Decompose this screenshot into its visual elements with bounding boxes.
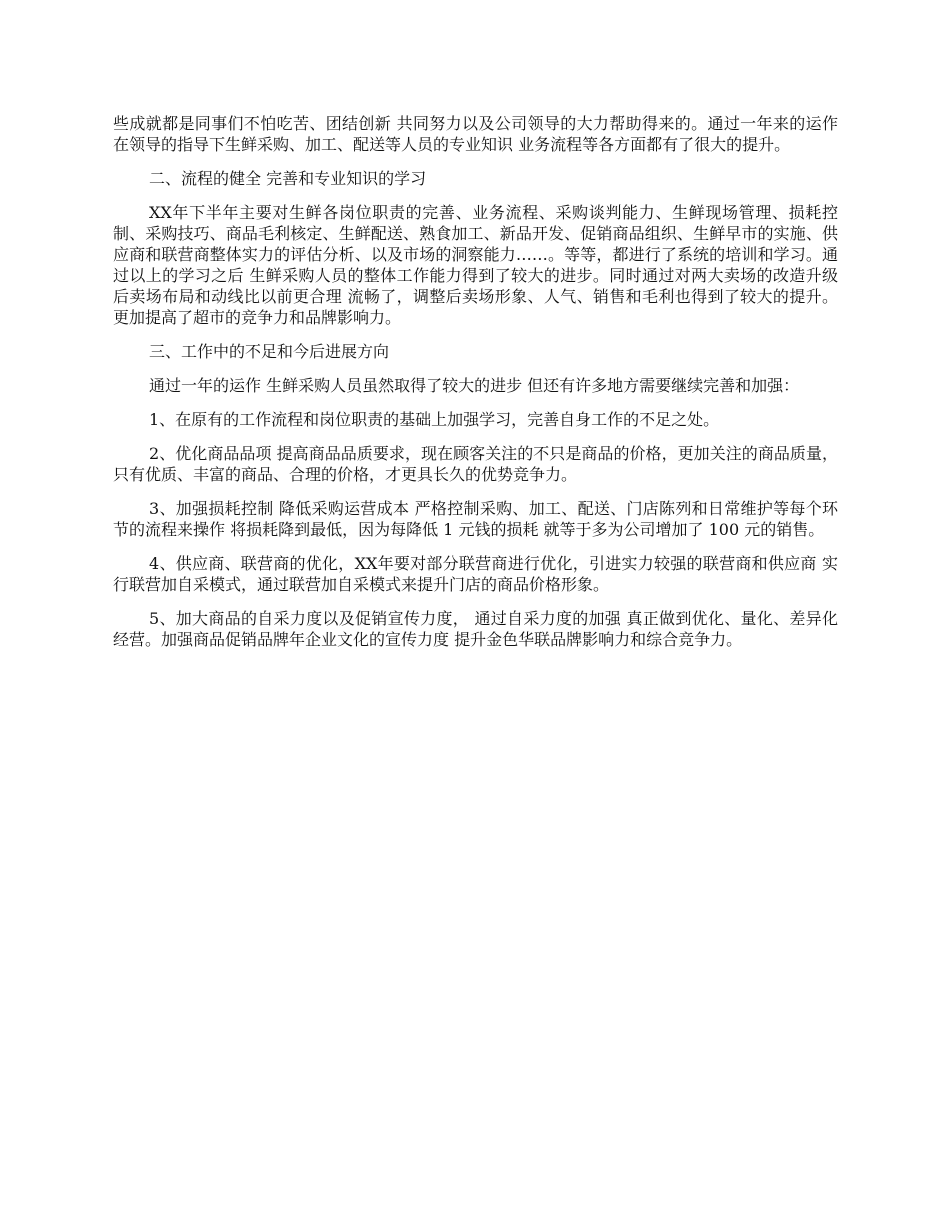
paragraph-training: XX年下半年主要对生鲜各岗位职责的完善、业务流程、采购谈判能力、生鲜现场管理、损耗控制、采购技巧、商品毛利核定、生鲜配送、熟食加工、新品开发、促销商品组织、生鲜早市的实施、供应商和联营商整体实力的评估分析、以及市场的洞察能力……。等等，都进行了系统的培训和学习。通过以上的学习之后 生鲜采购人员的整体工作能力得到了较大的进步。同时通过对两大卖场的改造升级后卖场布局和动线比以前更合理 流畅了，调整后卖场形象、人气、销售和毛利也得到了较大的提升。更加提高了超市的竞争力和品牌影响力。 — [113, 203, 838, 327]
list-item-2: 2、优化商品品项 提高商品品质要求，现在顾客关注的不只是商品的价格，更加关注的商品质量，只有优质、丰富的商品、合理的价格，才更具长久的优势竞争力。 — [113, 444, 838, 484]
paragraph-continuation: 些成就都是同事们不怕吃苦、团结创新 共同努力以及公司领导的大力帮助得来的。通过一年来的运作在领导的指导下生鲜采购、加工、配送等人员的专业知识 业务流程等各方面都有了很大的提升。 — [113, 114, 838, 154]
section-heading-3: 三、工作中的不足和今后进展方向 — [149, 342, 390, 361]
list-item-3: 3、加强损耗控制 降低采购运营成本 严格控制采购、加工、配送、门店陈列和日常维护等每个环节的流程来操作 将损耗降到最低，因为每降低 1 元钱的损耗 就等于多为公司增加了 100 元的销售。 — [113, 499, 838, 539]
list-item-4: 4、供应商、联营商的优化，XX年要对部分联营商进行优化，引进实力较强的联营商和供应商 实行联营加自采模式，通过联营加自采模式来提升门店的商品价格形象。 — [113, 554, 838, 594]
paragraph-intro-shortcomings: 通过一年的运作 生鲜采购人员虽然取得了较大的进步 但还有许多地方需要继续完善和加强： — [149, 376, 800, 395]
document-body — [113, 113, 838, 663]
list-item-1: 1、在原有的工作流程和岗位职责的基础上加强学习，完善自身工作的不足之处。 — [149, 410, 720, 429]
section-heading-2: 二、流程的健全 完善和专业知识的学习 — [149, 169, 427, 188]
list-item-5: 5、加大商品的自采力度以及促销宣传力度， 通过自采力度的加强 真正做到优化、量化、差异化经营。加强商品促销品牌年企业文化的宣传力度 提升金色华联品牌影响力和综合竞争力。 — [113, 609, 838, 649]
